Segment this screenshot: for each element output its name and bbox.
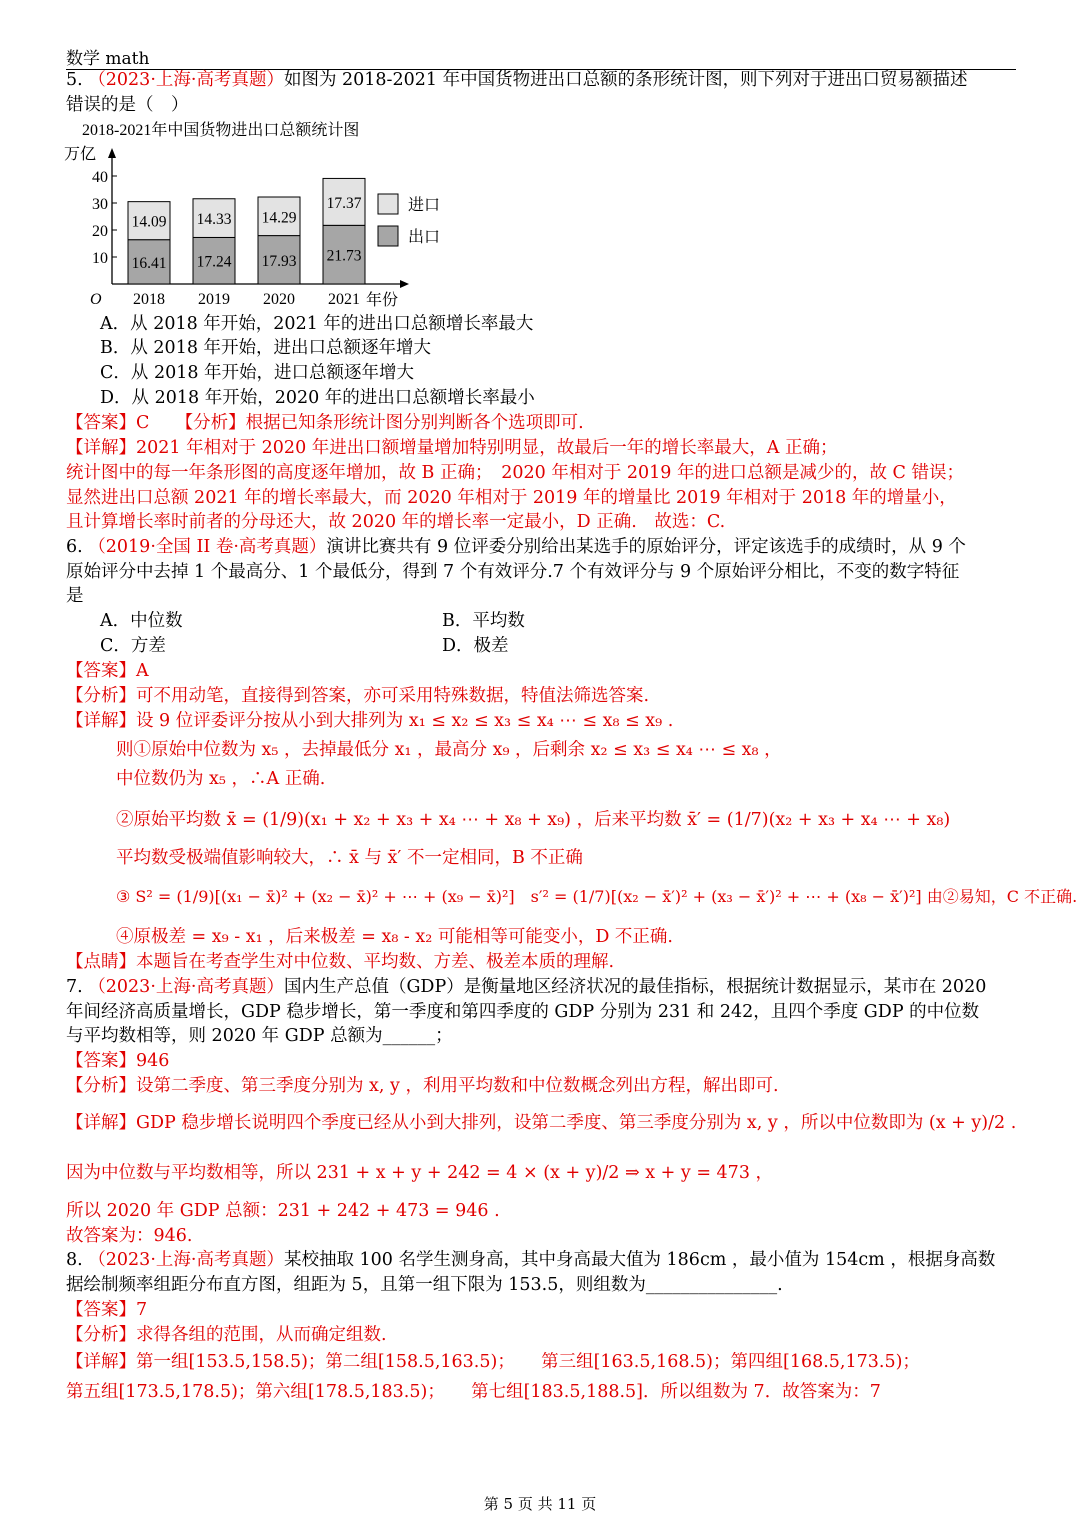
chart-origin: O (90, 291, 102, 308)
q5-option-d: D．从 2018 年开始，2020 年的进出口总额增长率最小 (100, 388, 535, 408)
q6-stem1: 演讲比赛共有 9 位评委分别给出某选手的原始评分，评定该选手的成绩时，从 9 个 (326, 537, 966, 557)
chart-legend (378, 194, 440, 246)
q6-stem-line3: 是 (66, 586, 84, 606)
q7-source: （2023·上海·高考真题） (88, 977, 284, 997)
q8-stem-line2: 据绘制频率组距分布直方图，组距为 5，且第一组下限为 153.5，则组数为_______________. (66, 1275, 783, 1295)
data-label: 17.37 (326, 194, 362, 212)
q7-stem-line3: 与平均数相等，则 2020 年 GDP 总额为______； (66, 1026, 453, 1046)
q7-detail-2: 因为中位数与平均数相等，所以 231 + x + y + 242 = 4 × (x + y)/2 ⇒ x + y = 473 ， (66, 1163, 774, 1183)
y-tick-label: 30 (92, 196, 108, 213)
q5-option-a: A．从 2018 年开始，2021 年的进出口总额增长率最大 (100, 314, 534, 334)
x-tick-label: 2019 (198, 291, 230, 308)
legend-label: 出口 (408, 229, 441, 246)
data-label: 14.33 (196, 211, 232, 229)
q8-stem1: 某校抽取 100 名学生测身高，其中身高最大值为 186cm ，最小值为 154cm ，根据身高数 (283, 1250, 996, 1270)
chart-title: 2018-2021年中国货物进出口总额统计图 (82, 122, 360, 139)
q6-option-d: D．极差 (442, 636, 509, 656)
q7-stem1: 国内生产总值（GDP）是衡量地区经济状况的最佳指标，根据统计数据显示，某市在 2020 (283, 977, 987, 997)
y-tick-label: 40 (92, 169, 108, 186)
q6-detail-5: 平均数受极端值影响较大，∴ x̄ 与 x̄′ 不一定相同，B 不正确 (116, 848, 583, 868)
page-footer: 第 5 页 共 11 页 (483, 1495, 597, 1513)
q8-stem-line1 (66, 1248, 995, 1272)
q5-source: （2023·上海·高考真题） (88, 70, 284, 90)
q6-detail-4: ②原始平均数 x̄ = (1/9)(x₁ + x₂ + x₃ + x₄ ⋯ + x₈ + x₉) ，后来平均数 x̄′ = (1/7)(x₂ + x₃ + x₄ ⋯ + x₈) (116, 810, 951, 830)
q7-answer: 【答案】946 (66, 1051, 170, 1071)
chart-xlabel: 年份 (366, 292, 399, 309)
q7-number: 7. (66, 977, 83, 997)
y-tick-label: 20 (92, 223, 108, 240)
q8-source: （2023·上海·高考真题） (88, 1250, 284, 1270)
x-tick-label: 2020 (263, 291, 295, 308)
legend-swatch (378, 226, 398, 246)
q6-detail-7: ④原极差 = x₉ - x₁ ，后来极差 = x₈ - x₂ 可能相等可能变小，D 不正确. (116, 927, 673, 947)
q6-option-b: B．平均数 (442, 611, 525, 631)
data-label: 21.73 (326, 247, 362, 265)
q8-number: 8. (66, 1250, 83, 1270)
y-tick-label: 10 (92, 250, 108, 267)
x-tick-label: 2018 (133, 291, 165, 308)
q7-detail-3: 所以 2020 年 GDP 总额：231 + 242 + 473 = 946 . (66, 1201, 500, 1221)
q6-analysis: 【分析】可不用动笔，直接得到答案，亦可采用特殊数据，特值法筛选答案. (66, 686, 650, 706)
q5-answer: 【答案】C 【分析】根据已知条形统计图分别判断各个选项即可. (66, 413, 584, 433)
q8-detail-1: 【详解】第一组[153.5,158.5)；第二组[158.5,163.5)； 第三组[163.5,168.5)；第四组[168.5,173.5)； (66, 1352, 920, 1372)
q6-answer: 【答案】A (66, 661, 149, 681)
q6-detail-3: 中位数仍为 x₅ ，∴A 正确. (116, 769, 326, 789)
q8-analysis: 【分析】求得各组的范围，从而确定组数. (66, 1325, 387, 1345)
data-label: 14.09 (131, 213, 167, 231)
q6-detail-1: 【详解】设 9 位评委评分按从小到大排列为 x₁ ≤ x₂ ≤ x₃ ≤ x₄ ⋯ ≤ x₈ ≤ x₉ . (66, 711, 674, 731)
q6-detail-6: ③ S² = (1/9)[(x₁ − x̄)² + (x₂ − x̄)² + ⋯ + (x₉ − x̄)²] s′² = (1/7)[(x₂ − x̄′)² + (x₃ − x̄′)² + ⋯ + (x₈ − x̄′)²] 由②易知，C 不正确. (116, 887, 1078, 906)
x-tick-label: 2021 (328, 291, 360, 308)
legend-label: 进口 (408, 197, 441, 214)
q5-detail-3: 显然进出口总额 2021 年的增长率最大，而 2020 年相对于 2019 年的增量比 2019 年相对于 2018 年的增量小， (66, 488, 957, 508)
data-label: 16.41 (131, 254, 167, 272)
q5-detail-1: 【详解】2021 年相对于 2020 年进出口额增量增加特别明显，故最后一年的增长率最大，A 正确； (66, 438, 838, 458)
data-label: 14.29 (261, 209, 297, 227)
q6-stem-line2: 原始评分中去掉 1 个最高分、1 个最低分，得到 7 个有效评分.7 个有效评分与 9 个原始评分相比，不变的数字特征 (66, 562, 960, 582)
q7-stem-line1 (66, 975, 986, 999)
data-label: 17.24 (196, 253, 232, 271)
q6-number: 6. (66, 537, 83, 557)
chart-ylabel: 万亿 (64, 146, 97, 163)
q6-source: （2019·全国 II 卷·高考真题） (88, 537, 327, 557)
q7-detail-4: 故答案为：946. (66, 1226, 193, 1246)
y-axis-arrow (108, 148, 116, 158)
chart-bars (128, 178, 365, 308)
q5-number: 5. (66, 70, 83, 90)
q8-detail-2: 第五组[173.5,178.5)；第六组[178.5,183.5)； 第七组[183.5,188.5]．所以组数为 7．故答案为：7 (66, 1382, 881, 1402)
q8-answer: 【答案】7 (66, 1300, 148, 1320)
q6-stem-line1 (66, 535, 966, 559)
q6-option-a: A．中位数 (100, 611, 183, 631)
data-label: 17.93 (261, 252, 297, 270)
q5-stem1: 如图为 2018-2021 年中国货物进出口总额的条形统计图，则下列对于进出口贸易额描述 (283, 70, 968, 90)
page-header-subject: 数学 math (66, 49, 150, 69)
q7-analysis: 【分析】设第二季度、第三季度分别为 x, y ，利用平均数和中位数概念列出方程，解出即可. (66, 1076, 779, 1096)
q7-detail-1: 【详解】GDP 稳步增长说明四个季度已经从小到大排列，设第二季度、第三季度分别为 x, y ，所以中位数即为 (x + y)/2 . (66, 1113, 1017, 1133)
q5-option-c: C．从 2018 年开始，进口总额逐年增大 (100, 363, 415, 383)
q5-detail-2: 统计图中的每一年条形图的高度逐年增加，故 B 正确； 2020 年相对于 2019 年的进口总额是减少的，故 C 错误； (66, 463, 965, 483)
q7-stem-line2: 年间经济高质量增长，GDP 稳步增长，第一季度和第四季度的 GDP 分别为 231 和 242，且四个季度 GDP 的中位数 (66, 1002, 980, 1022)
q5-option-b: B．从 2018 年开始，进出口总额逐年增大 (100, 338, 432, 358)
q5-stem-line1 (66, 68, 968, 92)
bar-chart (60, 116, 460, 314)
legend-swatch (378, 194, 398, 214)
q6-option-c: C．方差 (100, 636, 166, 656)
q5-stem-line2: 错误的是（ ） (66, 95, 189, 115)
x-axis-arrow (400, 280, 409, 288)
q6-detail-2: 则①原始中位数为 x₅ ，去掉最低分 x₁ ，最高分 x₉ ，后剩余 x₂ ≤ x₃ ≤ x₄ ⋯ ≤ x₈ ， (116, 740, 782, 760)
q5-detail-4: 且计算增长率时前者的分母还大，故 2020 年的增长率一定最小，D 正确. 故选：C. (66, 512, 726, 532)
q6-point: 【点睛】本题旨在考查学生对中位数、平均数、方差、极差本质的理解. (66, 952, 615, 972)
